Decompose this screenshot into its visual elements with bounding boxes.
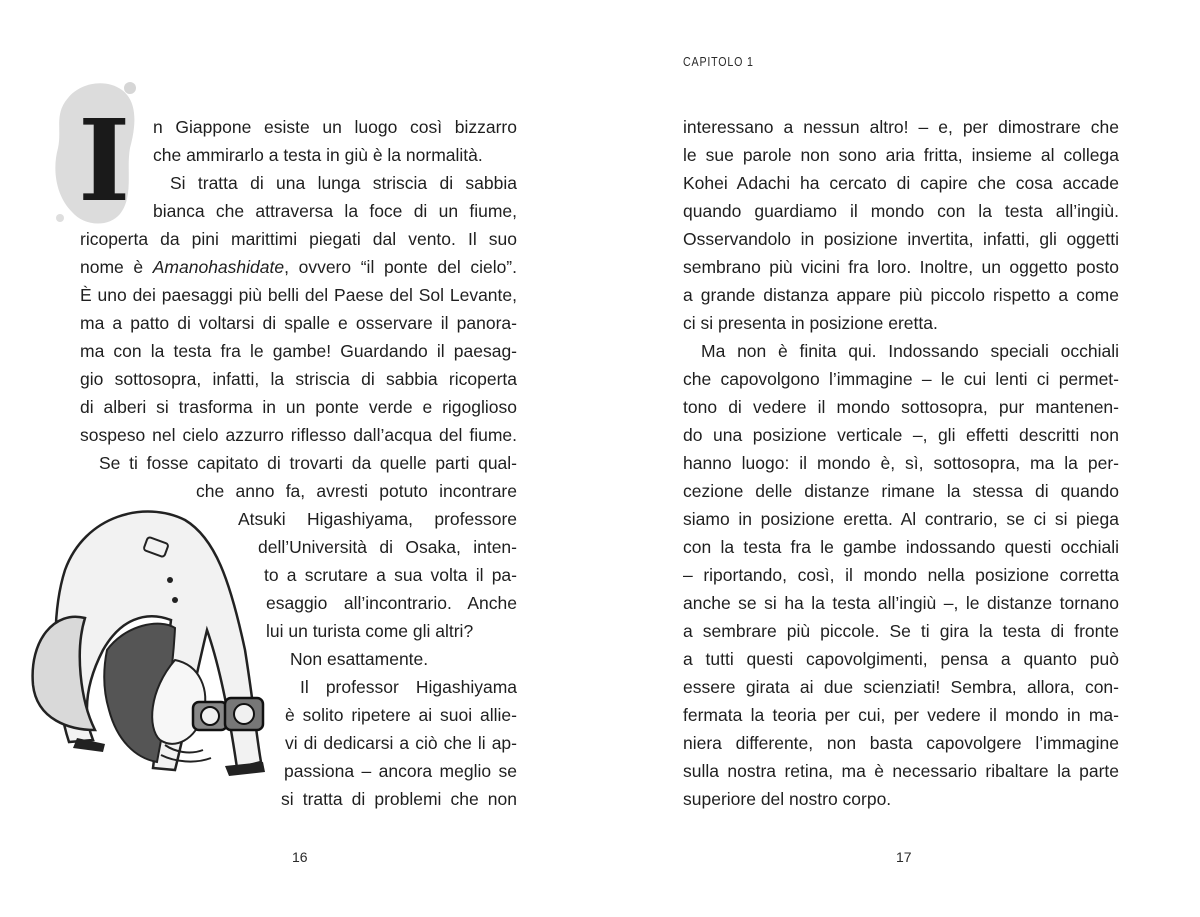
right-text-line: Osservandolo in posizione invertita, infatti, gli oggetti bbox=[683, 229, 1119, 249]
left-text-line: nome è Amanohashidate, ovvero “il ponte del cielo”. bbox=[80, 257, 517, 277]
right-text-line: a tutti questi capovolgimenti, pensa a quanto può bbox=[683, 649, 1119, 669]
left-text-line: Se ti fosse capitato di trovarti da quelle parti qual- bbox=[99, 453, 517, 473]
right-text-line: quando guardiamo il mondo con la testa all’ingiù. bbox=[683, 201, 1119, 221]
right-text-line: con la testa fra le gambe indossando questi occhiali bbox=[683, 537, 1119, 557]
left-text-line: gio sottosopra, infatti, la striscia di sabbia ricoperta bbox=[80, 369, 517, 389]
left-text-line: ricoperta da pini marittimi piegati dal vento. Il suo bbox=[80, 229, 517, 249]
right-text-line: Ma non è finita qui. Indossando speciali occhiali bbox=[701, 341, 1119, 361]
right-text-line: ci si presenta in posizione eretta. bbox=[683, 313, 938, 333]
right-text-line: fermata la teoria per cui, per vedere il mondo in ma- bbox=[683, 705, 1119, 725]
right-text-line: cezione delle distanze rimane la stessa di quando bbox=[683, 481, 1119, 501]
right-text-line: hanno luogo: il mondo è, sì, sottosopra, ma la per- bbox=[683, 453, 1119, 473]
right-text-line: – riportando, così, il mondo nella posizione corretta bbox=[683, 565, 1119, 585]
left-text-line: si tratta di problemi che non bbox=[281, 789, 517, 809]
left-text-line: passiona – ancora meglio se bbox=[284, 761, 517, 781]
left-text-line: Si tratta di una lunga striscia di sabbia bbox=[170, 173, 517, 193]
left-text-line: Il professor Higashiyama bbox=[300, 677, 517, 697]
page-number-left: 16 bbox=[292, 849, 308, 865]
drop-cap-letter: I bbox=[78, 96, 131, 227]
left-text-line: che anno fa, avresti potuto incontrare bbox=[196, 481, 517, 501]
left-text-line: è solito ripetere ai suoi allie- bbox=[285, 705, 517, 725]
right-text-line: anche se si ha la testa all’ingiù –, le distanze tornano bbox=[683, 593, 1119, 613]
page-number-right: 17 bbox=[896, 849, 912, 865]
right-text-line: siamo in posizione eretta. Al contrario, se ci si piega bbox=[683, 509, 1119, 529]
right-text-line: che capovolgono l’immagine – le cui lenti ci permet- bbox=[683, 369, 1119, 389]
right-text-line: a sembrare più piccole. Se ti gira la testa di fronte bbox=[683, 621, 1119, 641]
right-text-line: essere girata ai due scienziati! Sembra, allora, con- bbox=[683, 677, 1119, 697]
left-text-line: di alberi si trasforma in un ponte verde e rigoglioso bbox=[80, 397, 517, 417]
right-page bbox=[600, 0, 1200, 917]
left-text-line: Atsuki Higashiyama, professore bbox=[238, 509, 517, 529]
right-text-line: interessano a nessun altro! – e, per dimostrare che bbox=[683, 117, 1119, 137]
right-text-line: superiore del nostro corpo. bbox=[683, 789, 892, 809]
right-text-line: le sue parole non sono aria fritta, insieme al collega bbox=[683, 145, 1119, 165]
left-text-line: che ammirarlo a testa in giù è la normalità. bbox=[153, 145, 483, 165]
left-text-line: ma a patto di voltarsi di spalle e osservare il panora- bbox=[80, 313, 517, 333]
right-text-line: Kohei Adachi ha cercato di capire che cosa accade bbox=[683, 173, 1119, 193]
left-text-line: dell’Università di Osaka, inten- bbox=[258, 537, 517, 557]
left-text-line: È uno dei paesaggi più belli del Paese del Sol Levante, bbox=[80, 285, 517, 305]
left-text-line: vi di dedicarsi a ciò che li ap- bbox=[285, 733, 517, 753]
left-text-line: sospeso nel cielo azzurro riflesso dall’acqua del fiume. bbox=[80, 425, 517, 445]
right-text-line: do una posizione verticale –, gli effetti descritti non bbox=[683, 425, 1119, 445]
right-text-line: sulla nostra retina, ma è necessario ribaltare la parte bbox=[683, 761, 1119, 781]
chapter-header: CAPITOLO 1 bbox=[683, 54, 754, 69]
right-text-line: tono di vedere il mondo sottosopra, pur mantenen- bbox=[683, 397, 1119, 417]
left-text-line: n Giappone esiste un luogo così bizzarro bbox=[153, 117, 517, 137]
drop-cap bbox=[50, 78, 140, 228]
left-text-line: Non esattamente. bbox=[290, 649, 429, 669]
right-text-line: a grande distanza appare più piccolo rispetto a come bbox=[683, 285, 1119, 305]
left-text-line: to a scrutare a sua volta il pa- bbox=[264, 565, 517, 585]
right-text-line: sembrano più vicini fra loro. Inoltre, un oggetto posto bbox=[683, 257, 1119, 277]
left-text-line: bianca che attraversa la foce di un fiume, bbox=[153, 201, 517, 221]
left-text-line: ma con la testa fra le gambe! Guardando il paesag- bbox=[80, 341, 517, 361]
left-text-line: esaggio all’incontrario. Anche bbox=[266, 593, 517, 613]
right-text-line: niera differente, non basta capovolgere l’immagine bbox=[683, 733, 1119, 753]
left-text-line: lui un turista come gli altri? bbox=[266, 621, 474, 641]
upside-down-professor-illustration bbox=[25, 500, 285, 800]
